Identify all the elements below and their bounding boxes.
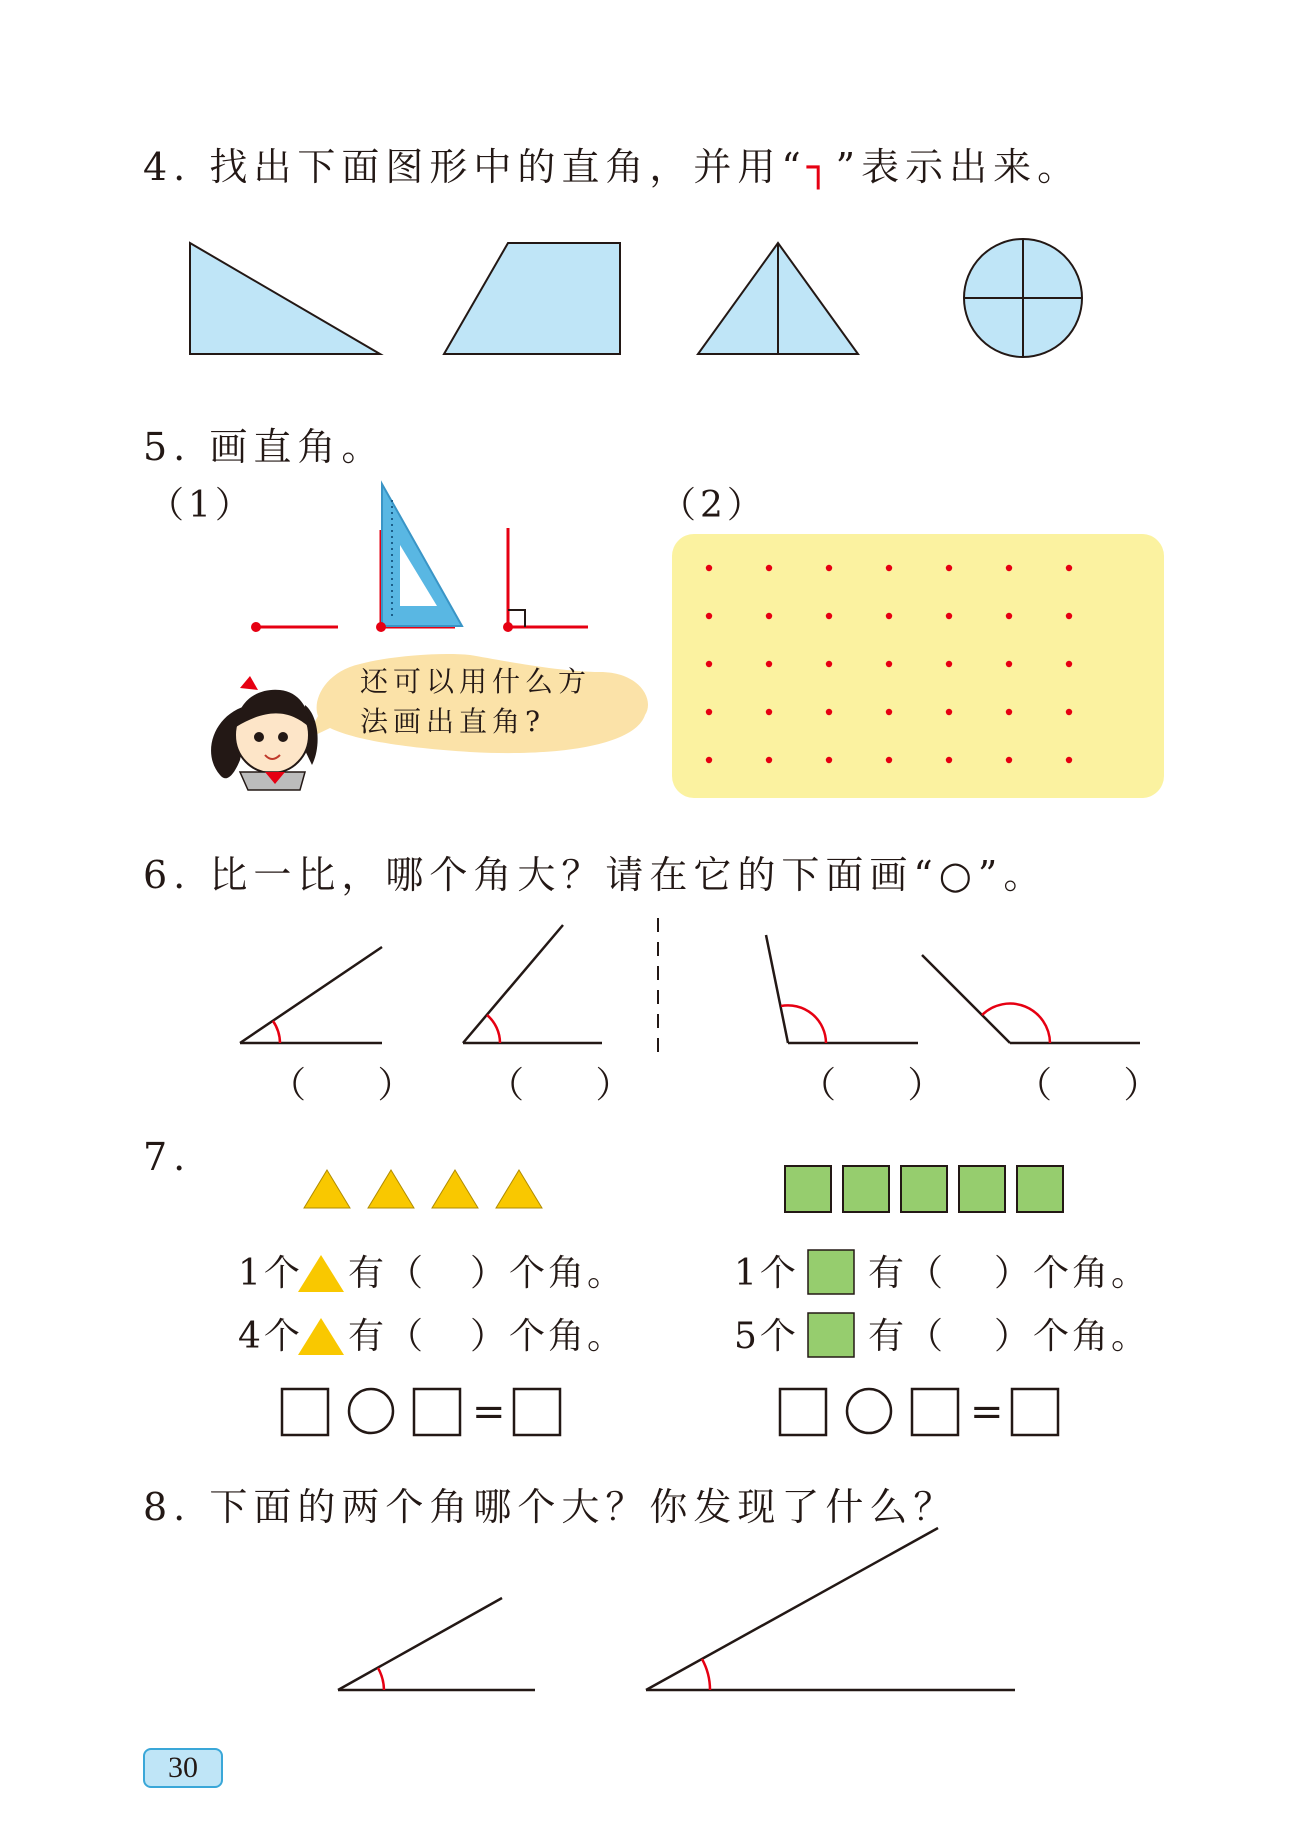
q6-angle1-ray [240, 947, 382, 1043]
q7-tri-row1-mid: 有（ [348, 1253, 427, 1294]
q7-sq-row2-end: ）个角。 [994, 1316, 1151, 1357]
q7-square-1 [785, 1166, 831, 1212]
q4-title-prefix: 4. 找出下面图形中的直角，并用“ [143, 145, 807, 189]
grid-dot[interactable] [706, 613, 712, 619]
grid-dot[interactable] [886, 757, 892, 763]
grid-dot[interactable] [1066, 757, 1072, 763]
q7-square-5 [1017, 1166, 1063, 1212]
q5-part1-label: （1） [148, 485, 255, 526]
grid-dot[interactable] [1006, 661, 1012, 667]
q7-inline-triangle-1 [298, 1255, 344, 1292]
q7-sq-row2-mid: 有（ [868, 1316, 947, 1357]
q5-step1-point [251, 622, 261, 632]
grid-dot[interactable] [826, 565, 832, 571]
q7-tri-row1-count: 1个 [238, 1253, 303, 1294]
grid-dot[interactable] [1066, 661, 1072, 667]
grid-dot[interactable] [766, 613, 772, 619]
q7-triangle-2 [368, 1170, 414, 1208]
q6-angle4-ray [922, 955, 1010, 1043]
q7-sq-row1-end: ）个角。 [994, 1253, 1151, 1294]
grid-dot[interactable] [946, 709, 952, 715]
grid-dot[interactable] [826, 709, 832, 715]
q7-inline-square-1 [808, 1250, 854, 1294]
q7-right-equals: = [970, 1389, 1004, 1435]
q7-sq-row2-count: 5个 [734, 1316, 799, 1357]
q6-blank-4[interactable]: （ ） [1016, 1065, 1190, 1106]
q6-angle3-ray [766, 935, 788, 1043]
q7-right-operator-circle[interactable] [847, 1389, 891, 1433]
q8-angle1-ray [338, 1598, 502, 1690]
grid-dot[interactable] [886, 661, 892, 667]
grid-dot[interactable] [1066, 565, 1072, 571]
q7-square-2 [843, 1166, 889, 1212]
page-number: 30 [143, 1748, 223, 1788]
q7-right-box-result[interactable] [1012, 1389, 1058, 1435]
grid-dot[interactable] [1066, 613, 1072, 619]
q7-triangle-1 [304, 1170, 350, 1208]
q7-tri-row2-count: 4个 [238, 1316, 303, 1357]
q6-blank-3[interactable]: （ ） [800, 1065, 974, 1106]
grid-dot[interactable] [1006, 613, 1012, 619]
q6-blank-2[interactable]: （ ） [488, 1065, 662, 1106]
grid-dot[interactable] [1006, 757, 1012, 763]
q7-label: 7. [143, 1135, 192, 1179]
q7-sq-row1-count: 1个 [734, 1253, 799, 1294]
grid-dot[interactable] [1006, 565, 1012, 571]
q7-left-box-2[interactable] [414, 1389, 460, 1435]
q5-title: 5. 画直角。 [143, 425, 386, 469]
grid-dot[interactable] [766, 709, 772, 715]
grid-dot[interactable] [826, 661, 832, 667]
q7-tri-row2-end: ）个角。 [470, 1316, 627, 1357]
girl-icon [211, 676, 318, 790]
q7-triangle-3 [432, 1170, 478, 1208]
q7-inline-triangle-2 [298, 1318, 344, 1355]
grid-dot[interactable] [886, 613, 892, 619]
q4-right-triangle [190, 243, 380, 354]
q7-right-box-1[interactable] [780, 1389, 826, 1435]
q6-angle2-ray [463, 925, 563, 1043]
q6-blank-1[interactable]: （ ） [270, 1065, 444, 1106]
q6-angle2-arc [487, 1015, 500, 1043]
q4-title-suffix: ”表示出来。 [835, 145, 1082, 189]
grid-dot[interactable] [706, 709, 712, 715]
q7-left-box-1[interactable] [282, 1389, 328, 1435]
q7-triangle-4 [496, 1170, 542, 1208]
grid-dot[interactable] [706, 661, 712, 667]
q7-left-equals: = [472, 1389, 506, 1435]
q7-tri-row2-mid: 有（ [348, 1316, 427, 1357]
q7-tri-row1-end: ）个角。 [470, 1253, 627, 1294]
q7-left-operator-circle[interactable] [349, 1389, 393, 1433]
q5-step2-point [376, 622, 386, 632]
grid-dot[interactable] [946, 565, 952, 571]
q5-part2-label: （2） [660, 485, 767, 526]
speech-bubble-text: 还可以用什么方法画出直角? [360, 665, 592, 738]
q7-left-box-result[interactable] [514, 1389, 560, 1435]
q7-inline-square-2 [808, 1313, 854, 1357]
q7-right-box-2[interactable] [912, 1389, 958, 1435]
grid-dot[interactable] [946, 613, 952, 619]
q5-dot-board [672, 534, 1164, 798]
grid-dot[interactable] [1006, 709, 1012, 715]
grid-dot[interactable] [946, 757, 952, 763]
grid-dot[interactable] [886, 565, 892, 571]
q7-square-4 [959, 1166, 1005, 1212]
grid-dot[interactable] [706, 565, 712, 571]
grid-dot[interactable] [706, 757, 712, 763]
grid-dot[interactable] [826, 613, 832, 619]
q7-square-3 [901, 1166, 947, 1212]
right-angle-mark: ┐ [806, 145, 836, 189]
grid-dot[interactable] [766, 661, 772, 667]
q8-angle1-arc [378, 1668, 384, 1690]
q6-title: 6. 比一比，哪个角大？请在它的下面画“○”。 [143, 853, 1048, 897]
grid-dot[interactable] [886, 709, 892, 715]
q8-angle2-arc [702, 1659, 710, 1690]
q7-sq-row1-mid: 有（ [868, 1253, 947, 1294]
grid-dot[interactable] [1066, 709, 1072, 715]
grid-dot[interactable] [766, 757, 772, 763]
grid-dot[interactable] [766, 565, 772, 571]
q6-angle1-arc [273, 1021, 280, 1043]
q5-step3-point [503, 622, 513, 632]
q4-trapezoid [444, 243, 620, 354]
q8-angle2-ray [646, 1528, 938, 1690]
set-square-icon [382, 484, 462, 626]
q6-angle4-arc [982, 1004, 1050, 1043]
grid-dot[interactable] [826, 757, 832, 763]
grid-dot[interactable] [946, 661, 952, 667]
q8-title: 8. 下面的两个角哪个大？你发现了什么？ [143, 1485, 958, 1529]
